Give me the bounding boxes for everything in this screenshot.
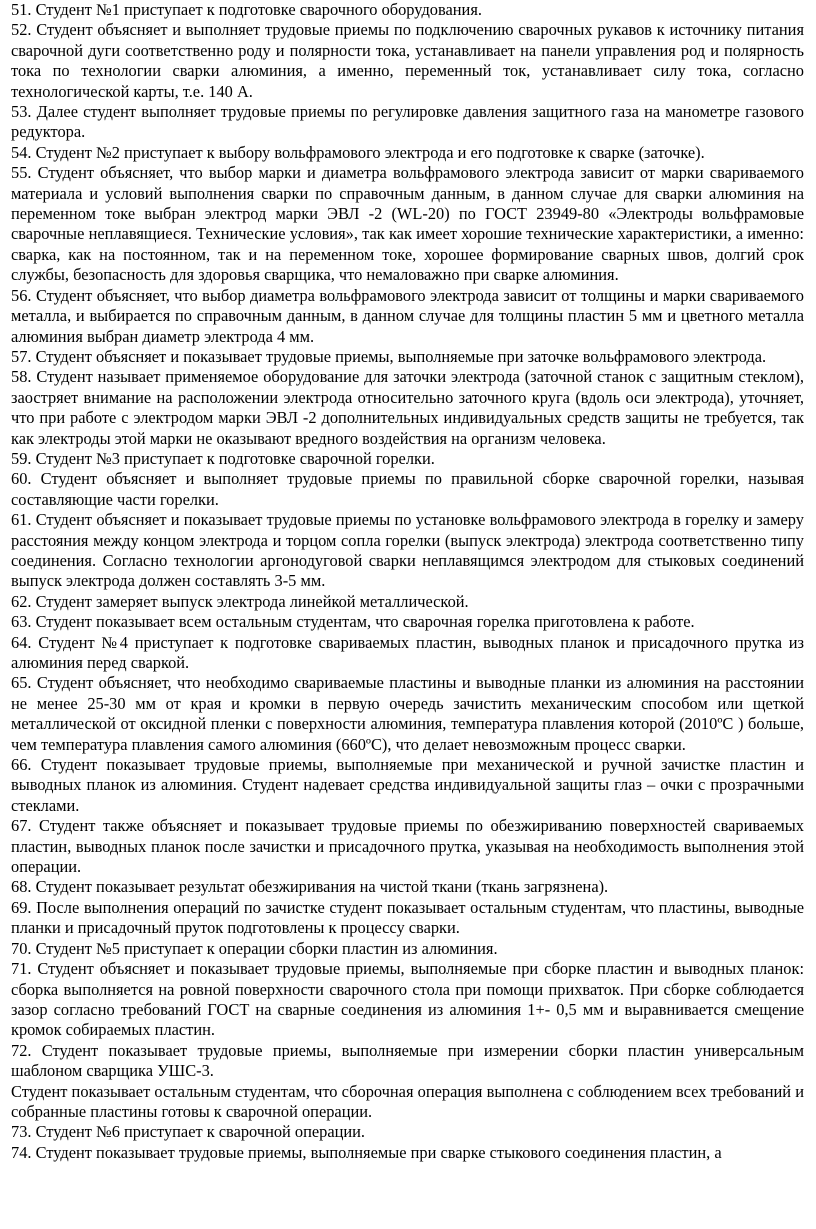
paragraph-61: 61. Студент объясняет и показывает трудовые приемы по установке вольфрамового электрода в горелку и замеру расстояния между концом электрода и торцом сопла горелки (выпуск электрода) электрода соответственно типу соединения. Согласно технологии аргонодуговой сварки неплавящимся электродом для стыковых соединений выпуск электрода должен составлять 3-5 мм. xyxy=(11,510,804,591)
paragraph-70: 70. Студент №5 приступает к операции сборки пластин из алюминия. xyxy=(11,938,498,958)
paragraph-55: 55. Студент объясняет, что выбор марки и диаметра вольфрамового электрода зависит от марки свариваемого материала и условий выполнения сварки по справочным данным, в данном случае для сварки алюминия на переменном токе выбран электрод марки ЭВЛ -2 (WL-20) по ГОСТ 23949-80 «Электроды вольфрамовые сварочные неплавящиеся. Технические условия», так как имеет хорошие технические характеристики, а именно: сварка, как на постоянном, так и на переменном токе, хорошее формирование сварных швов, долгий срок службы, безопасность для здоровья сварщика, что немаловажно при сварке алюминия. xyxy=(11,163,804,285)
paragraph-73: 73. Студент №6 приступает к сварочной операции. xyxy=(11,1122,366,1142)
paragraph-65: 65. Студент объясняет, что необходимо свариваемые пластины и выводные планки из алюминия на расстоянии не менее 25-30 мм от края и кромки в первую очередь зачистить механическим способом или щеткой металлической от оксидной пленки с поверхности алюминия, температура плавления которой (2010ºС ) больше, чем температура плавления самого алюминия (660ºС), что делает невозможным процесс сварки. xyxy=(11,673,804,754)
paragraph-57: 57. Студент объясняет и показывает трудовые приемы, выполняемые при заточке вольфрамового электрода. xyxy=(11,346,767,366)
paragraph-67: 67. Студент также объясняет и показывает трудовые приемы по обезжириванию поверхностей свариваемых пластин, выводных планок после зачистки и присадочного прутка, указывая на необходимость выполнения этой операции. xyxy=(11,816,804,877)
paragraph-62: 62. Студент замеряет выпуск электрода линейкой металлической. xyxy=(11,591,469,611)
paragraph-66: 66. Студент показывает трудовые приемы, выполняемые при механической и ручной зачистке пластин и выводных планок из алюминия. Студент надевает средства индивидуальной защиты глаз – очки с прозрачными стеклами. xyxy=(11,755,804,815)
paragraph-71: 71. Студент объясняет и показывает трудовые приемы, выполняемые при сборке пластин и выводных планок: сборка выполняется на ровной поверхности сварочного стола при помощи прихваток. При сборке соблюдается зазор согласно требований ГОСТ на сварные соединения из алюминия 1+- 0,5 мм и выравнивается смещение кромок собираемых пластин. xyxy=(11,959,804,1040)
paragraph-54: 54. Студент №2 приступает к выбору вольфрамового электрода и его подготовке к сварке (заточке). xyxy=(11,142,705,162)
paragraph-68: 68. Студент показывает результат обезжиривания на чистой ткани (ткань загрязнена). xyxy=(11,877,609,897)
paragraph-72: 72. Студент показывает трудовые приемы, выполняемые при измерении сборки пластин универсальным шаблоном сварщика УШС-3. xyxy=(11,1040,804,1081)
paragraph-64: 64. Студент №4 приступает к подготовке свариваемых пластин, выводных планок и присадочного прутка из алюминия перед сваркой. xyxy=(11,632,804,672)
paragraph-74: 74. Студент показывает трудовые приемы, выполняемые при сварке стыкового соединения пластин, а xyxy=(11,1142,722,1162)
paragraph-69: 69. После выполнения операций по зачистке студент показывает остальным студентам, что пластины, выводные планки и присадочный пруток подготовлены к процессу сварки. xyxy=(11,897,804,938)
paragraph-56: 56. Студент объясняет, что выбор диаметра вольфрамового электрода зависит от толщины и марки свариваемого металла, и выбирается по справочным данным, в данном случае для толщины пластин 5 мм и цветного металла алюминия выбран диаметр электрода 4 мм. xyxy=(11,285,804,346)
paragraph-53: 53. Далее студент выполняет трудовые приемы по регулировке давления защитного газа на манометре газового редуктора. xyxy=(11,102,804,142)
paragraph-60: 60. Студент объясняет и выполняет трудовые приемы по правильной сборке сварочной горелки, называя составляющие части горелки. xyxy=(11,469,804,509)
paragraph-59: 59. Студент №3 приступает к подготовке сварочной горелки. xyxy=(11,448,435,468)
paragraph-63: 63. Студент показывает всем остальным студентам, что сварочная горелка приготовлена к работе. xyxy=(11,612,695,632)
paragraph-52: 52. Студент объясняет и выполняет трудовые приемы по подключению сварочных рукавов к источнику питания сварочной дуги соответственно роду и полярности тока, устанавливает на панели управления род и полярность тока по технологии сварки алюминия, а именно, переменный ток, устанавливает силу тока, согласно технологической карты, т.е. 140 А. xyxy=(11,20,804,101)
paragraph-72-continued: Студент показывает остальным студентам, что сборочная операция выполнена с соблюдением всех требований и собранные пластины готовы к сварочной операции. xyxy=(11,1081,804,1121)
paragraph-58: 58. Студент называет применяемое оборудование для заточки электрода (заточной станок с защитным стеклом), заостряет внимание на расположении электрода относительно заточного круга (вдоль оси электрода), уточняет, что при работе с электродом марки ЭВЛ -2 дополнительных индивидуальных средств защиты не требуется, так как электроды этой марки не оказывают вредного воздействия на организм человека. xyxy=(11,367,804,448)
paragraph-51: 51. Студент №1 приступает к подготовке сварочного оборудования. xyxy=(11,0,482,19)
